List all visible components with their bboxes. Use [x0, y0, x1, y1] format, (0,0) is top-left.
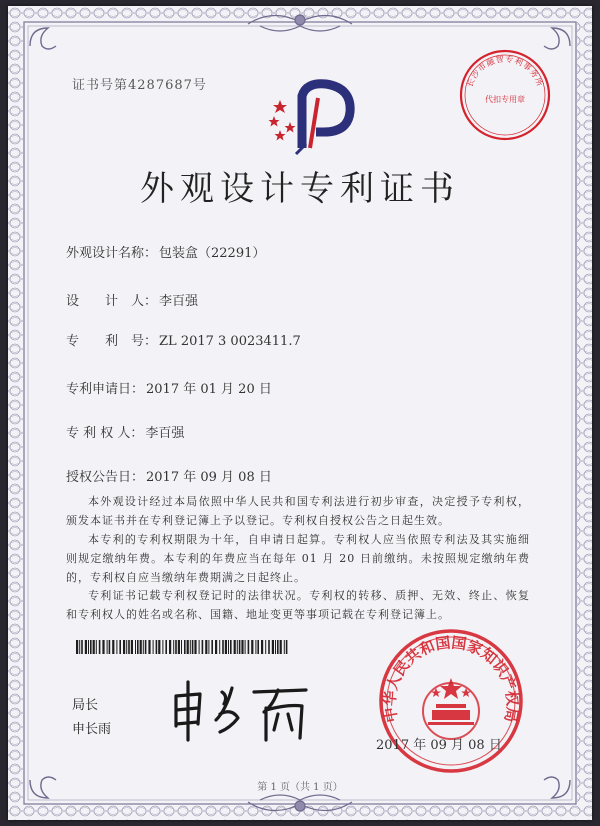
svg-text:中华人民共和国国家知识产权局: 中华人民共和国国家知识产权局 — [380, 633, 522, 724]
field-label: 专利申请日： — [66, 382, 145, 397]
national-ipa-seal — [376, 626, 526, 776]
field-patent-holder — [66, 422, 184, 441]
field-value: 2017 年 09 月 08 日 — [146, 470, 272, 485]
page-number: 第 1 页（共 1 页） — [257, 782, 343, 793]
field-label: 外观设计名称： — [66, 246, 158, 261]
field-label: 专 利 号： — [66, 334, 158, 349]
agency-seal — [456, 46, 554, 144]
field-value: 李百强 — [159, 294, 199, 309]
paragraph-legal-status: 专利证书记载专利权登记时的法律状况。专利权的转移、质押、无效、终止、恢复和专利权人的姓名或名称、国籍、地址变更等事项记载在专利登记簿上。 — [66, 589, 530, 621]
certificate-number: 证书号第4287687号 — [72, 78, 207, 93]
field-design-name — [66, 242, 265, 261]
field-grant-date — [66, 466, 272, 485]
barcode — [76, 640, 290, 654]
field-designer — [66, 290, 198, 309]
field-filing-date — [66, 378, 272, 397]
certificate-page — [8, 6, 592, 820]
field-label: 授权公告日： — [66, 470, 145, 485]
sipo-logo-icon — [266, 78, 362, 158]
handwritten-signature — [166, 674, 316, 746]
field-value: ZL 2017 3 0023411.7 — [159, 334, 301, 349]
signatory-title: 局长 — [72, 698, 99, 713]
paragraph-examination: 本外观设计经过本局依照中华人民共和国专利法进行初步审查，决定授予专利权，颁发本证书并在专利登记簿上予以登记。专利权自授权公告之日起生效。 — [66, 495, 530, 527]
paragraph-term: 本专利的专利权期限为十年，自申请日起算。专利权人应当依照专利法及其实施细则规定缴纳年费。本专利的年费应当在每年 01 月 20 日前缴纳。未按照规定缴纳年费的，专利权自应当缴纳年费期满之日起终止。 — [66, 533, 530, 584]
field-value: 李百强 — [145, 426, 185, 441]
svg-text:代扣专用章: 代扣专用章 — [485, 95, 525, 104]
stamp-date: 2017 年 09 月 08 日 — [376, 738, 502, 753]
field-label: 专 利 权 人： — [66, 426, 144, 441]
svg-text:长沙市融智专利事务所: 长沙市融智专利事务所 — [465, 54, 545, 89]
signatory-name: 申长雨 — [72, 722, 112, 737]
field-value: 2017 年 01 月 20 日 — [146, 382, 272, 397]
field-patent-number — [66, 330, 301, 349]
certificate-title: 外观设计专利证书 — [140, 169, 460, 209]
field-value: 包装盒（22291） — [159, 246, 266, 261]
field-label: 设 计 人： — [66, 294, 158, 309]
